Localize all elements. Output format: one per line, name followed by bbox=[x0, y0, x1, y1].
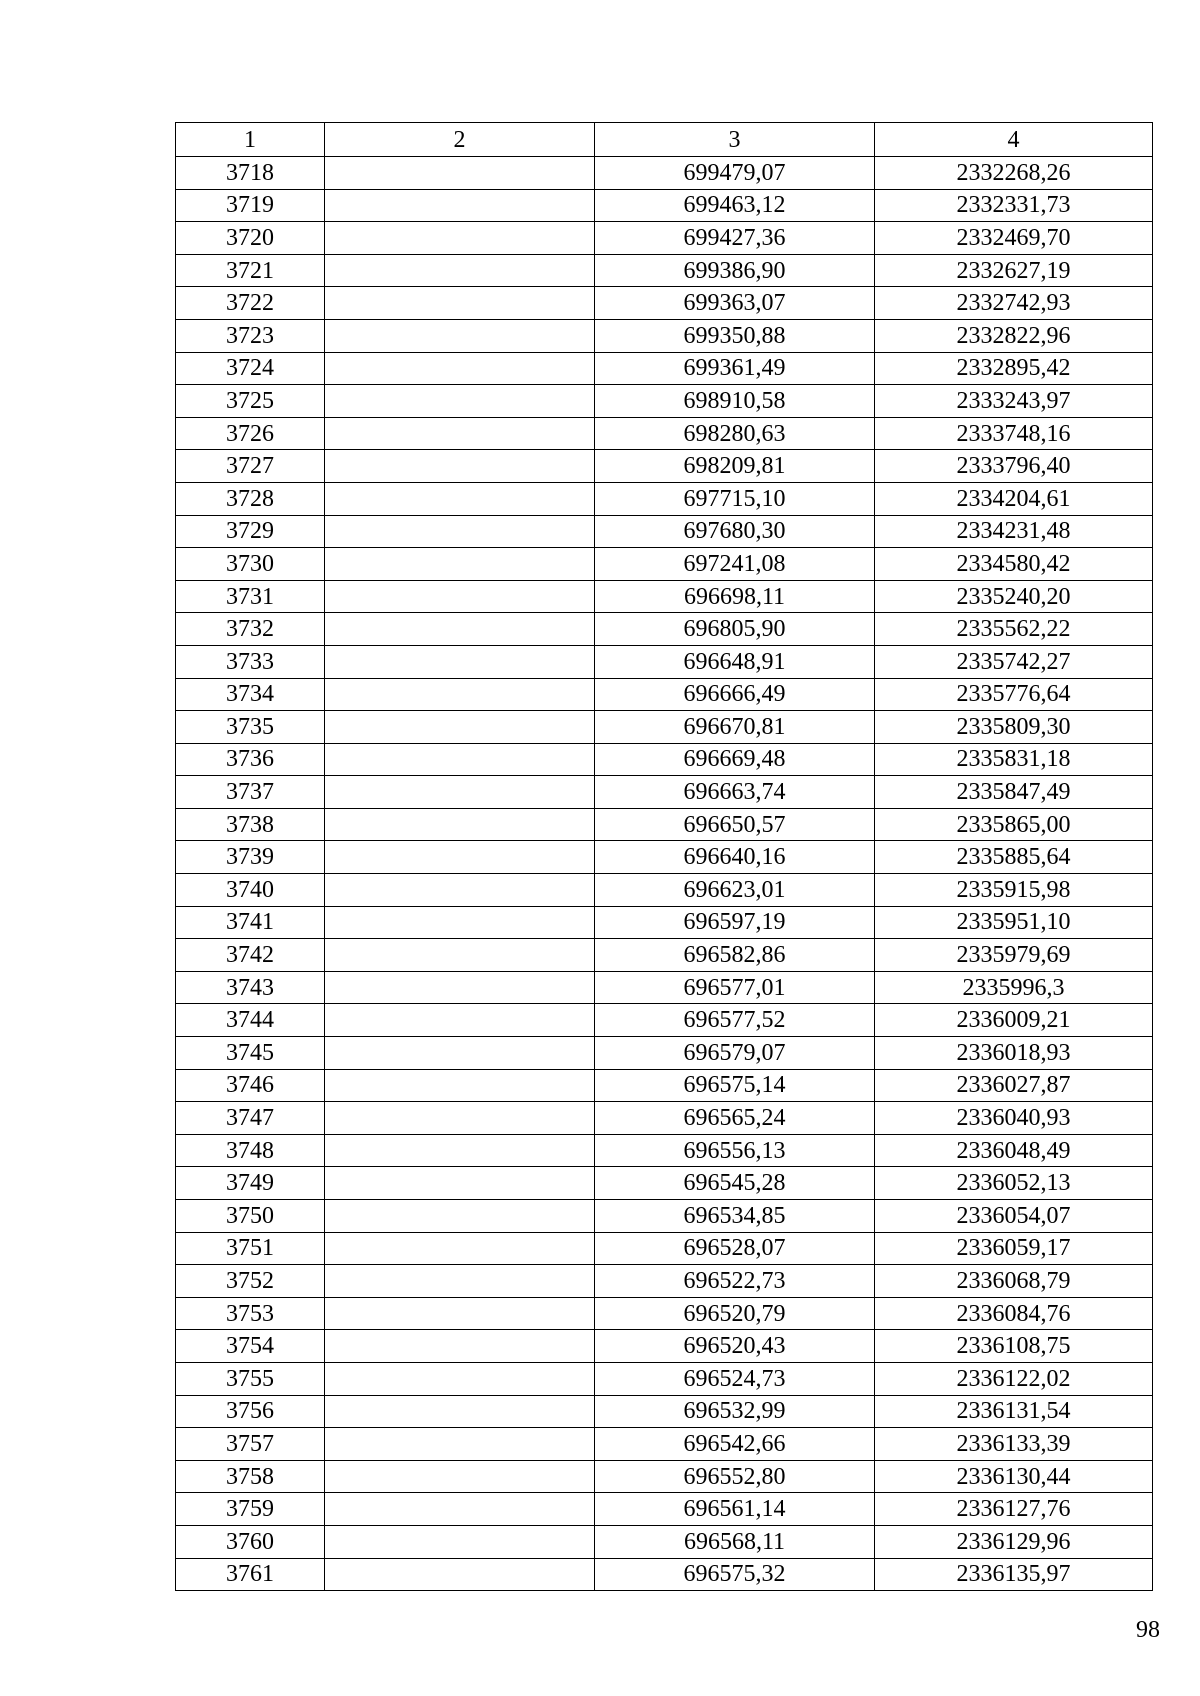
coordinate-x-cell: 696640,16 bbox=[595, 841, 875, 874]
point-number-cell: 3718 bbox=[176, 157, 325, 190]
table-row bbox=[176, 1200, 1153, 1233]
description-cell bbox=[325, 939, 595, 972]
point-number-cell: 3759 bbox=[176, 1493, 325, 1526]
description-cell bbox=[325, 157, 595, 190]
coordinate-y-cell: 2334580,42 bbox=[875, 548, 1153, 581]
description-cell bbox=[325, 352, 595, 385]
coordinate-x-cell: 696666,49 bbox=[595, 678, 875, 711]
point-number-cell: 3749 bbox=[176, 1167, 325, 1200]
point-number-cell: 3744 bbox=[176, 1004, 325, 1037]
coordinate-y-cell: 2333243,97 bbox=[875, 385, 1153, 418]
table-row bbox=[176, 1167, 1153, 1200]
description-cell bbox=[325, 1297, 595, 1330]
coordinate-x-cell: 696565,24 bbox=[595, 1102, 875, 1135]
coordinate-y-cell: 2333796,40 bbox=[875, 450, 1153, 483]
description-cell bbox=[325, 776, 595, 809]
table-row bbox=[176, 1330, 1153, 1363]
coordinate-x-cell: 696528,07 bbox=[595, 1232, 875, 1265]
coordinate-y-cell: 2336084,76 bbox=[875, 1297, 1153, 1330]
point-number-cell: 3737 bbox=[176, 776, 325, 809]
point-number-cell: 3727 bbox=[176, 450, 325, 483]
point-number-cell: 3726 bbox=[176, 417, 325, 450]
coordinate-y-cell: 2335979,69 bbox=[875, 939, 1153, 972]
coordinate-x-cell: 696568,11 bbox=[595, 1525, 875, 1558]
description-cell bbox=[325, 1460, 595, 1493]
table-row bbox=[176, 678, 1153, 711]
coordinate-x-cell: 696648,91 bbox=[595, 645, 875, 678]
coordinate-x-cell: 699350,88 bbox=[595, 319, 875, 352]
table-row bbox=[176, 1493, 1153, 1526]
point-number-cell: 3755 bbox=[176, 1362, 325, 1395]
coordinate-x-cell: 696669,48 bbox=[595, 743, 875, 776]
table-row bbox=[176, 808, 1153, 841]
table-row bbox=[176, 319, 1153, 352]
coordinate-y-cell: 2335240,20 bbox=[875, 580, 1153, 613]
table-row bbox=[176, 1558, 1153, 1591]
coordinate-x-cell: 697241,08 bbox=[595, 548, 875, 581]
table-row bbox=[176, 352, 1153, 385]
point-number-cell: 3738 bbox=[176, 808, 325, 841]
header-cell-col-1: 1 bbox=[176, 123, 325, 157]
coordinate-y-cell: 2336018,93 bbox=[875, 1037, 1153, 1070]
table-row bbox=[176, 1232, 1153, 1265]
table-row bbox=[176, 1102, 1153, 1135]
description-cell bbox=[325, 1134, 595, 1167]
coordinate-y-cell: 2332742,93 bbox=[875, 287, 1153, 320]
coordinate-x-cell: 696575,14 bbox=[595, 1069, 875, 1102]
coordinate-x-cell: 696577,52 bbox=[595, 1004, 875, 1037]
coordinate-y-cell: 2336135,97 bbox=[875, 1558, 1153, 1591]
point-number-cell: 3757 bbox=[176, 1428, 325, 1461]
description-cell bbox=[325, 743, 595, 776]
point-number-cell: 3746 bbox=[176, 1069, 325, 1102]
point-number-cell: 3733 bbox=[176, 645, 325, 678]
coordinate-y-cell: 2336027,87 bbox=[875, 1069, 1153, 1102]
point-number-cell: 3734 bbox=[176, 678, 325, 711]
coordinate-y-cell: 2332822,96 bbox=[875, 319, 1153, 352]
point-number-cell: 3760 bbox=[176, 1525, 325, 1558]
coordinate-x-cell: 696663,74 bbox=[595, 776, 875, 809]
coordinate-y-cell: 2336129,96 bbox=[875, 1525, 1153, 1558]
coordinate-y-cell: 2332469,70 bbox=[875, 222, 1153, 255]
coordinate-y-cell: 2335809,30 bbox=[875, 711, 1153, 744]
table-row bbox=[176, 906, 1153, 939]
coordinate-x-cell: 696545,28 bbox=[595, 1167, 875, 1200]
header-cell-col-4: 4 bbox=[875, 123, 1153, 157]
coordinate-x-cell: 696542,66 bbox=[595, 1428, 875, 1461]
header-row bbox=[176, 123, 1153, 157]
description-cell bbox=[325, 1200, 595, 1233]
description-cell bbox=[325, 808, 595, 841]
coordinate-x-cell: 699463,12 bbox=[595, 189, 875, 222]
point-number-cell: 3743 bbox=[176, 971, 325, 1004]
description-cell bbox=[325, 1395, 595, 1428]
page-number: 98 bbox=[1136, 1617, 1160, 1643]
description-cell bbox=[325, 1330, 595, 1363]
point-number-cell: 3745 bbox=[176, 1037, 325, 1070]
point-number-cell: 3719 bbox=[176, 189, 325, 222]
table-header bbox=[176, 123, 1153, 157]
coordinate-y-cell: 2336059,17 bbox=[875, 1232, 1153, 1265]
coordinate-y-cell: 2336127,76 bbox=[875, 1493, 1153, 1526]
coordinate-y-cell: 2336122,02 bbox=[875, 1362, 1153, 1395]
coordinate-x-cell: 696805,90 bbox=[595, 613, 875, 646]
table-row bbox=[176, 189, 1153, 222]
table-row bbox=[176, 482, 1153, 515]
table-row bbox=[176, 1004, 1153, 1037]
description-cell bbox=[325, 874, 595, 907]
coordinate-y-cell: 2332895,42 bbox=[875, 352, 1153, 385]
coordinate-y-cell: 2332268,26 bbox=[875, 157, 1153, 190]
coordinate-x-cell: 696522,73 bbox=[595, 1265, 875, 1298]
point-number-cell: 3761 bbox=[176, 1558, 325, 1591]
description-cell bbox=[325, 1004, 595, 1037]
coordinate-x-cell: 696561,14 bbox=[595, 1493, 875, 1526]
description-cell bbox=[325, 385, 595, 418]
coordinate-x-cell: 698280,63 bbox=[595, 417, 875, 450]
description-cell bbox=[325, 906, 595, 939]
point-number-cell: 3732 bbox=[176, 613, 325, 646]
coordinate-y-cell: 2334204,61 bbox=[875, 482, 1153, 515]
coordinate-x-cell: 696670,81 bbox=[595, 711, 875, 744]
point-number-cell: 3748 bbox=[176, 1134, 325, 1167]
table-row bbox=[176, 157, 1153, 190]
table-row bbox=[176, 939, 1153, 972]
coordinate-x-cell: 696524,73 bbox=[595, 1362, 875, 1395]
header-cell-col-2: 2 bbox=[325, 123, 595, 157]
header-cell-col-3: 3 bbox=[595, 123, 875, 157]
table-row bbox=[176, 776, 1153, 809]
point-number-cell: 3741 bbox=[176, 906, 325, 939]
point-number-cell: 3724 bbox=[176, 352, 325, 385]
coordinate-y-cell: 2335915,98 bbox=[875, 874, 1153, 907]
point-number-cell: 3720 bbox=[176, 222, 325, 255]
coordinate-y-cell: 2335996,3 bbox=[875, 971, 1153, 1004]
coordinate-y-cell: 2336052,13 bbox=[875, 1167, 1153, 1200]
coordinate-x-cell: 696623,01 bbox=[595, 874, 875, 907]
description-cell bbox=[325, 319, 595, 352]
table-row bbox=[176, 743, 1153, 776]
point-number-cell: 3747 bbox=[176, 1102, 325, 1135]
coordinate-y-cell: 2335847,49 bbox=[875, 776, 1153, 809]
table-row bbox=[176, 1134, 1153, 1167]
table-row bbox=[176, 417, 1153, 450]
description-cell bbox=[325, 254, 595, 287]
coordinate-y-cell: 2336108,75 bbox=[875, 1330, 1153, 1363]
coordinate-y-cell: 2336040,93 bbox=[875, 1102, 1153, 1135]
table-row bbox=[176, 1297, 1153, 1330]
coordinate-y-cell: 2335885,64 bbox=[875, 841, 1153, 874]
point-number-cell: 3753 bbox=[176, 1297, 325, 1330]
coordinate-x-cell: 696577,01 bbox=[595, 971, 875, 1004]
table-row bbox=[176, 1395, 1153, 1428]
point-number-cell: 3725 bbox=[176, 385, 325, 418]
table-row bbox=[176, 1037, 1153, 1070]
coordinate-x-cell: 696534,85 bbox=[595, 1200, 875, 1233]
point-number-cell: 3751 bbox=[176, 1232, 325, 1265]
coordinate-x-cell: 697680,30 bbox=[595, 515, 875, 548]
description-cell bbox=[325, 482, 595, 515]
coordinate-y-cell: 2336068,79 bbox=[875, 1265, 1153, 1298]
table-row bbox=[176, 841, 1153, 874]
coordinate-x-cell: 699361,49 bbox=[595, 352, 875, 385]
coordinate-y-cell: 2335562,22 bbox=[875, 613, 1153, 646]
description-cell bbox=[325, 287, 595, 320]
table-row bbox=[176, 1265, 1153, 1298]
coordinate-x-cell: 697715,10 bbox=[595, 482, 875, 515]
table-row bbox=[176, 1362, 1153, 1395]
table-row bbox=[176, 450, 1153, 483]
coordinate-x-cell: 696552,80 bbox=[595, 1460, 875, 1493]
coordinate-x-cell: 699427,36 bbox=[595, 222, 875, 255]
point-number-cell: 3728 bbox=[176, 482, 325, 515]
coordinate-y-cell: 2335951,10 bbox=[875, 906, 1153, 939]
description-cell bbox=[325, 841, 595, 874]
coordinate-x-cell: 696532,99 bbox=[595, 1395, 875, 1428]
description-cell bbox=[325, 548, 595, 581]
coordinate-x-cell: 696597,19 bbox=[595, 906, 875, 939]
coordinate-x-cell: 696698,11 bbox=[595, 580, 875, 613]
description-cell bbox=[325, 645, 595, 678]
table-row bbox=[176, 385, 1153, 418]
coordinate-x-cell: 696520,79 bbox=[595, 1297, 875, 1330]
table-row bbox=[176, 711, 1153, 744]
coordinate-x-cell: 699479,07 bbox=[595, 157, 875, 190]
description-cell bbox=[325, 1428, 595, 1461]
point-number-cell: 3730 bbox=[176, 548, 325, 581]
point-number-cell: 3754 bbox=[176, 1330, 325, 1363]
point-number-cell: 3721 bbox=[176, 254, 325, 287]
table-row bbox=[176, 515, 1153, 548]
coordinate-x-cell: 696556,13 bbox=[595, 1134, 875, 1167]
coordinate-x-cell: 698910,58 bbox=[595, 385, 875, 418]
coordinate-x-cell: 696582,86 bbox=[595, 939, 875, 972]
point-number-cell: 3742 bbox=[176, 939, 325, 972]
point-number-cell: 3740 bbox=[176, 874, 325, 907]
description-cell bbox=[325, 1037, 595, 1070]
coordinate-y-cell: 2334231,48 bbox=[875, 515, 1153, 548]
description-cell bbox=[325, 1265, 595, 1298]
coordinate-y-cell: 2336048,49 bbox=[875, 1134, 1153, 1167]
description-cell bbox=[325, 1558, 595, 1591]
description-cell bbox=[325, 1493, 595, 1526]
table-row bbox=[176, 222, 1153, 255]
point-number-cell: 3739 bbox=[176, 841, 325, 874]
description-cell bbox=[325, 1232, 595, 1265]
point-number-cell: 3750 bbox=[176, 1200, 325, 1233]
description-cell bbox=[325, 1069, 595, 1102]
point-number-cell: 3722 bbox=[176, 287, 325, 320]
table-row bbox=[176, 971, 1153, 1004]
table-row bbox=[176, 548, 1153, 581]
description-cell bbox=[325, 613, 595, 646]
coordinate-y-cell: 2336133,39 bbox=[875, 1428, 1153, 1461]
point-number-cell: 3752 bbox=[176, 1265, 325, 1298]
table-row bbox=[176, 874, 1153, 907]
coordinate-x-cell: 699386,90 bbox=[595, 254, 875, 287]
point-number-cell: 3756 bbox=[176, 1395, 325, 1428]
table-row bbox=[176, 287, 1153, 320]
point-number-cell: 3758 bbox=[176, 1460, 325, 1493]
point-number-cell: 3731 bbox=[176, 580, 325, 613]
coordinate-y-cell: 2333748,16 bbox=[875, 417, 1153, 450]
coordinate-y-cell: 2332331,73 bbox=[875, 189, 1153, 222]
coordinate-y-cell: 2335865,00 bbox=[875, 808, 1153, 841]
description-cell bbox=[325, 580, 595, 613]
table-row bbox=[176, 580, 1153, 613]
point-number-cell: 3736 bbox=[176, 743, 325, 776]
table-row bbox=[176, 1460, 1153, 1493]
description-cell bbox=[325, 678, 595, 711]
coordinate-y-cell: 2332627,19 bbox=[875, 254, 1153, 287]
point-number-cell: 3723 bbox=[176, 319, 325, 352]
table-row bbox=[176, 1069, 1153, 1102]
description-cell bbox=[325, 515, 595, 548]
coordinate-x-cell: 696575,32 bbox=[595, 1558, 875, 1591]
point-number-cell: 3735 bbox=[176, 711, 325, 744]
coordinate-x-cell: 696520,43 bbox=[595, 1330, 875, 1363]
table-row bbox=[176, 254, 1153, 287]
description-cell bbox=[325, 189, 595, 222]
coordinate-y-cell: 2336130,44 bbox=[875, 1460, 1153, 1493]
description-cell bbox=[325, 1362, 595, 1395]
coordinate-x-cell: 698209,81 bbox=[595, 450, 875, 483]
description-cell bbox=[325, 1525, 595, 1558]
coordinate-x-cell: 696579,07 bbox=[595, 1037, 875, 1070]
coordinate-y-cell: 2336009,21 bbox=[875, 1004, 1153, 1037]
description-cell bbox=[325, 711, 595, 744]
table-row bbox=[176, 1428, 1153, 1461]
coordinate-y-cell: 2335831,18 bbox=[875, 743, 1153, 776]
description-cell bbox=[325, 1167, 595, 1200]
point-number-cell: 3729 bbox=[176, 515, 325, 548]
coordinates-table bbox=[175, 122, 1153, 1591]
table-row bbox=[176, 613, 1153, 646]
coordinate-y-cell: 2335742,27 bbox=[875, 645, 1153, 678]
table-row bbox=[176, 1525, 1153, 1558]
table-row bbox=[176, 645, 1153, 678]
coordinate-y-cell: 2335776,64 bbox=[875, 678, 1153, 711]
coordinate-x-cell: 699363,07 bbox=[595, 287, 875, 320]
coordinate-y-cell: 2336054,07 bbox=[875, 1200, 1153, 1233]
coordinate-y-cell: 2336131,54 bbox=[875, 1395, 1153, 1428]
table-body bbox=[176, 157, 1153, 1591]
description-cell bbox=[325, 971, 595, 1004]
description-cell bbox=[325, 1102, 595, 1135]
description-cell bbox=[325, 222, 595, 255]
description-cell bbox=[325, 450, 595, 483]
description-cell bbox=[325, 417, 595, 450]
coordinate-x-cell: 696650,57 bbox=[595, 808, 875, 841]
